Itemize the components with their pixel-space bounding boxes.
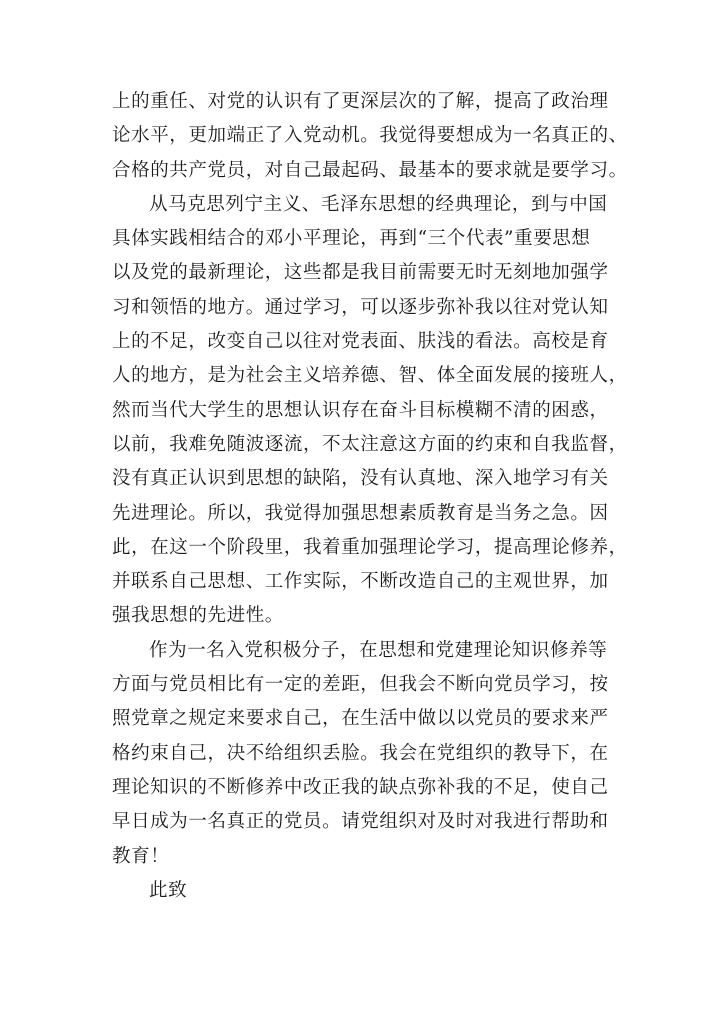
text-line: 此，在这一个阶段里，我着重加强理论学习，提高理论修养，: [112, 536, 628, 558]
text-line: 作为一名入党积极分子，在思想和党建理论知识修养等: [149, 639, 608, 661]
text-line: 人的地方，是为社会主义培养德、智、体全面发展的接班人，: [112, 365, 628, 387]
text-line: 上的不足，改变自己以往对党表面、肤浅的看法。高校是育: [112, 331, 609, 353]
text-line: 没有真正认识到思想的缺陷，没有认真地、深入地学习有关: [112, 468, 609, 490]
text-line: 以前，我难免随波逐流，不太注意这方面的约束和自我监督，: [112, 433, 628, 455]
text-line: 论水平，更加端正了入党动机。我觉得要想成为一名真正的、: [112, 125, 628, 147]
text-line: 方面与党员相比有一定的差距，但我会不断向党员学习，按: [112, 674, 609, 696]
text-line: 上的重任、对党的认识有了更深层次的了解，提高了政治理: [112, 91, 609, 112]
text-line: 从马克思列宁主义、毛泽东思想的经典理论，到与中国: [149, 193, 608, 215]
text-line: 具体实践相结合的邓小平理论，再到“三个代表”重要思想: [112, 228, 591, 250]
text-line: 教育！: [112, 845, 170, 867]
text-line: 并联系自己思想、工作实际，不断改造自己的主观世界，加: [112, 571, 609, 593]
text-line: 然而当代大学生的思想认识存在奋斗目标模糊不清的困惑，: [112, 399, 609, 421]
text-line: 理论知识的不断修养中改正我的缺点弥补我的不足，使自己: [112, 776, 609, 798]
text-line: 习和领悟的地方。通过学习，可以逐步弥补我以往对党认知: [112, 296, 609, 318]
document-body: [112, 85, 628, 908]
text-line: 早日成为一名真正的党员。请党组织对及时对我进行帮助和: [112, 811, 609, 833]
text-line: 格约束自己，决不给组织丢脸。我会在党组织的教导下，在: [112, 742, 609, 764]
text-line: 此致: [149, 879, 188, 901]
text-line: 强我思想的先进性。: [112, 605, 284, 627]
text-line: 以及党的最新理论，这些都是我目前需要无时无刻地加强学: [112, 262, 609, 284]
text-line: 先进理论。所以，我觉得加强思想素质教育是当务之急。因: [112, 502, 609, 524]
text-line: 照党章之规定来要求自己，在生活中做以以党员的要求来严: [112, 708, 609, 730]
text-line: 合格的共产党员，对自己最起码、最基本的要求就是要学习。: [112, 159, 628, 181]
